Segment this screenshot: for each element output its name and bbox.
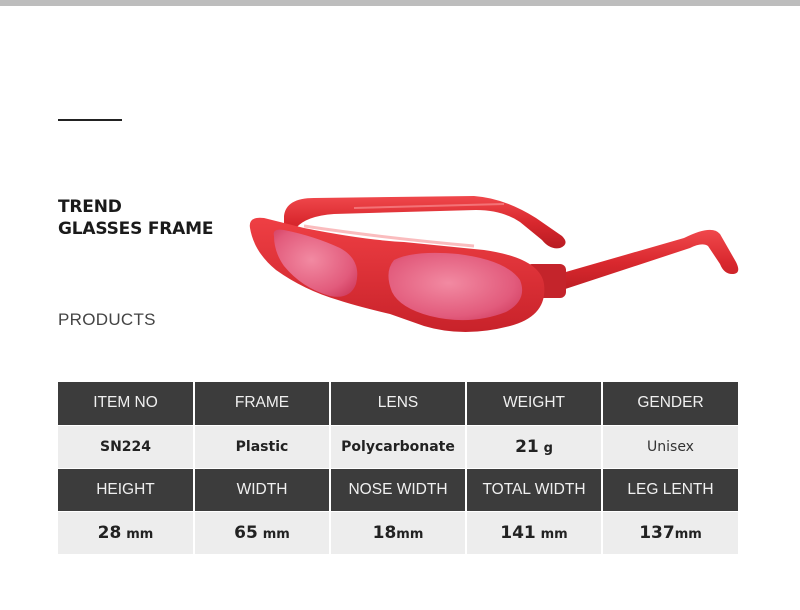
header-cell: WEIGHT	[466, 382, 602, 425]
header-cell: ITEM NO	[58, 382, 194, 425]
spec-header-row	[58, 468, 738, 511]
value-cell	[194, 425, 330, 468]
value-cell	[602, 511, 738, 554]
value-number: 137	[639, 522, 675, 543]
decorative-dash	[58, 119, 122, 121]
value-cell	[194, 511, 330, 554]
header-cell: GENDER	[602, 382, 738, 425]
value-unit: mm	[396, 526, 424, 542]
header-cell: FRAME	[194, 382, 330, 425]
value-text: Plastic	[235, 438, 289, 455]
value-text: SN224	[99, 438, 152, 455]
value-cell	[58, 425, 194, 468]
header-cell: TOTAL WIDTH	[466, 468, 602, 511]
top-divider	[0, 0, 800, 6]
value-cell	[602, 425, 738, 468]
spec-value-row	[58, 425, 738, 468]
sunglasses-product-image	[244, 188, 748, 340]
value-cell	[330, 425, 466, 468]
value-cell	[58, 511, 194, 554]
value-text: Polycarbonate	[341, 438, 455, 455]
value-unit: mm	[126, 526, 154, 542]
value-number: 21	[515, 436, 539, 457]
heading-line-1: TREND	[58, 197, 122, 217]
value-unit: mm	[674, 526, 702, 542]
section-heading	[58, 196, 213, 240]
value-number: 141	[500, 522, 536, 543]
header-cell: HEIGHT	[58, 468, 194, 511]
value-number: 65	[234, 522, 258, 543]
header-cell: LEG LENTH	[602, 468, 738, 511]
value-unit: mm	[262, 526, 290, 542]
value-cell	[330, 511, 466, 554]
value-unit: mm	[540, 526, 568, 542]
value-cell	[466, 425, 602, 468]
spec-table	[58, 382, 738, 555]
value-cell	[466, 511, 602, 554]
value-number: 18	[372, 522, 397, 543]
spec-value-row	[58, 511, 738, 554]
value-number: 28	[97, 522, 122, 543]
spec-header-row	[58, 382, 738, 425]
header-cell: NOSE WIDTH	[330, 468, 466, 511]
value-text: Unisex	[647, 438, 694, 455]
header-cell: WIDTH	[194, 468, 330, 511]
products-label: PRODUCTS	[58, 310, 156, 329]
value-unit: g	[543, 440, 553, 456]
heading-line-2: GLASSES FRAME	[58, 219, 214, 239]
header-cell: LENS	[330, 382, 466, 425]
